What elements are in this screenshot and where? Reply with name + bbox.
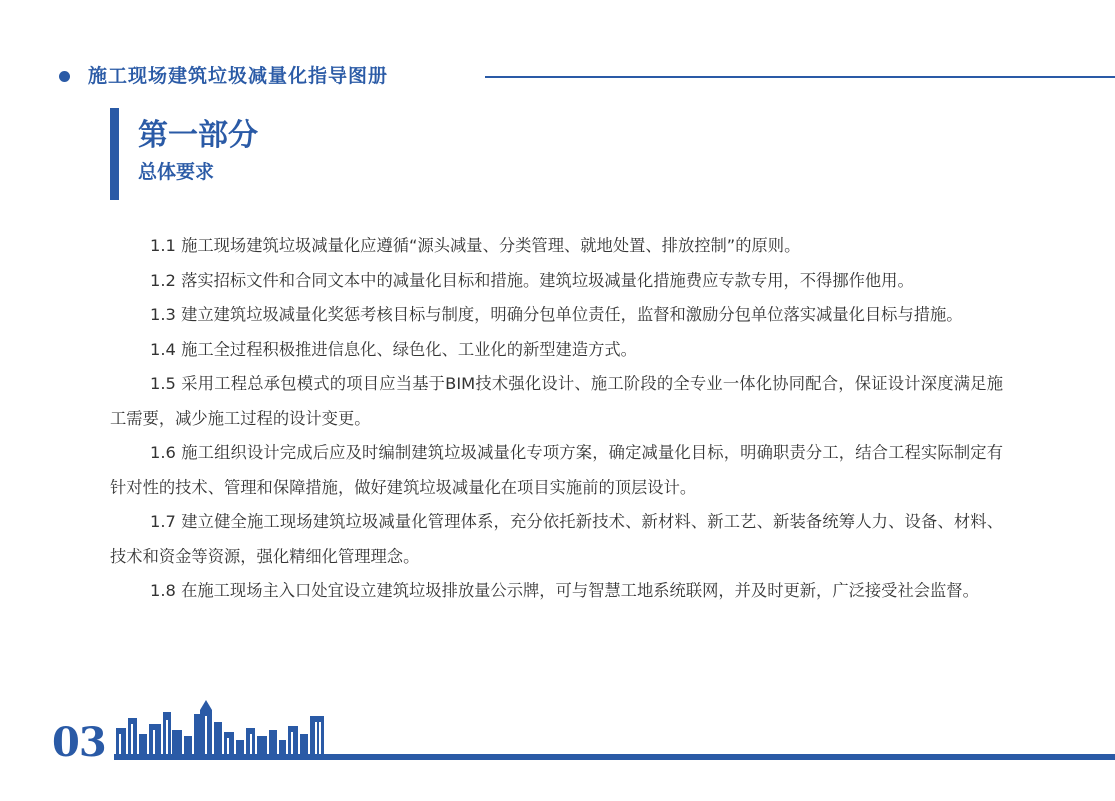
paragraph-1-8: 1.8 在施工现场主入口处宜设立建筑垃圾排放量公示牌，可与智慧工地系统联网，并及时更新，广泛接受社会监督。 [150, 581, 979, 600]
paragraph-1-3: 1.3 建立建筑垃圾减量化奖惩考核目标与制度，明确分包单位责任，监督和激励分包单位落实减量化目标与措施。 [150, 305, 963, 324]
page-number: 03 [52, 719, 106, 766]
footer-divider [114, 754, 1115, 760]
body-content [110, 229, 1003, 609]
section-accent-bar [110, 108, 119, 200]
paragraph-1-4: 1.4 施工全过程积极推进信息化、绿色化、工业化的新型建造方式。 [150, 339, 637, 359]
header-divider [485, 76, 1115, 78]
city-skyline-icon [114, 700, 334, 760]
paragraph-1-5: 1.5 采用工程总承包模式的项目应当基于BIM技术强化设计、施工阶段的全专业一体化协同配合，保证设计深度满足施工需要，减少施工过程的设计变更。 [110, 374, 1003, 428]
paragraph-1-7: 1.7 建立健全施工现场建筑垃圾减量化管理体系，充分依托新技术、新材料、新工艺、新装备统筹人力、设备、材料、技术和资金等资源，强化精细化管理理念。 [110, 512, 1003, 566]
paragraph-1-1: 1.1 施工现场建筑垃圾减量化应遵循“源头减量、分类管理、就地处置、排放控制”的原则。 [150, 236, 801, 255]
header-bullet-icon [59, 71, 70, 82]
document-title: 施工现场建筑垃圾减量化指导图册 [88, 65, 389, 87]
section-subtitle: 总体要求 [138, 161, 215, 183]
paragraph-1-6: 1.6 施工组织设计完成后应及时编制建筑垃圾减量化专项方案，确定减量化目标，明确职责分工，结合工程实际制定有针对性的技术、管理和保障措施，做好建筑垃圾减量化在项目实施前的顶层设计。 [110, 443, 1003, 497]
section-title: 第一部分 [138, 118, 258, 153]
paragraph-1-2: 1.2 落实招标文件和合同文本中的减量化目标和措施。建筑垃圾减量化措施费应专款专用，不得挪作他用。 [150, 270, 914, 290]
